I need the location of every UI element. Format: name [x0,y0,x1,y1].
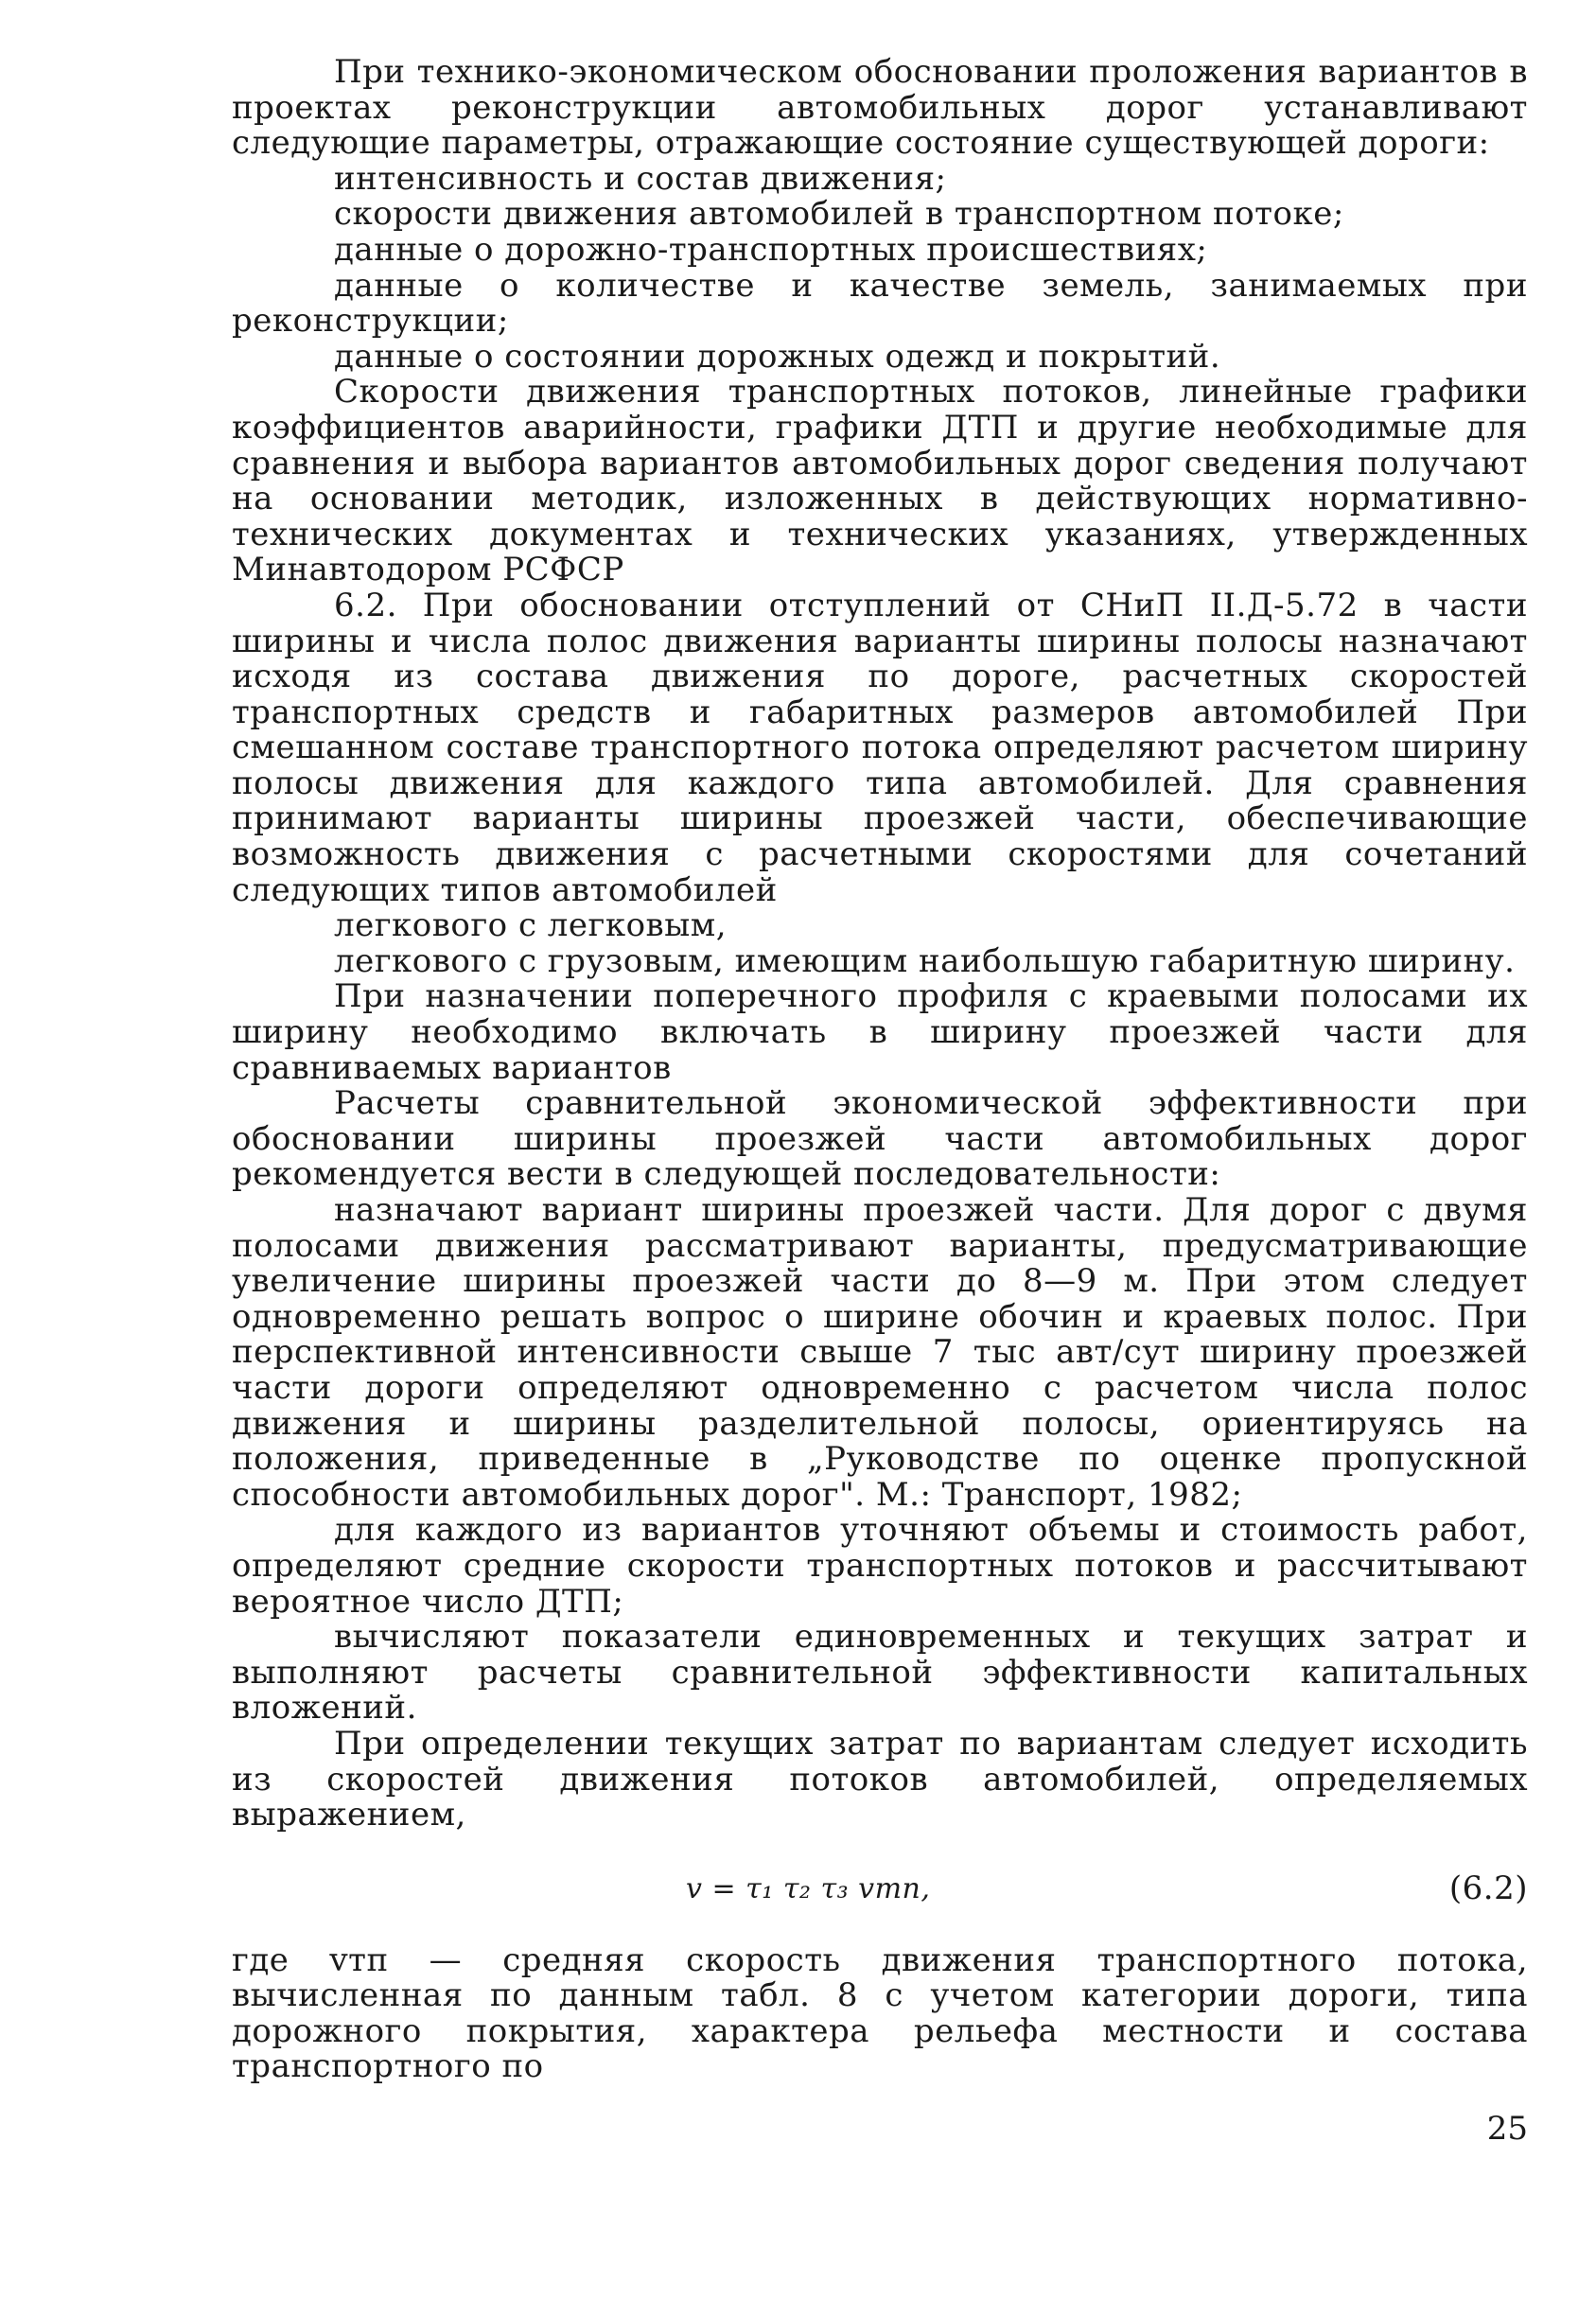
paragraph-calculations: Расчеты сравнительной экономической эффективности при обосновании ширины проезжей части автомобильных дорог рекомендуется вести в следующей последовательности: [232,1084,1528,1194]
paragraph-speeds-data: Скорости движения транспортных потоков, линейные графики коэффициентов аварийности, графики ДТП и другие необходимые для сравнения и выбора вариантов автомобильных дорог сведения получают на основании методик, изложенных в действующих нормативно-технических документах и технических указаниях, утвержденных Минавтодором РСФСР [232,373,1528,589]
paragraph-current-costs: При определении текущих затрат по вариантам следует исходить из скоростей движения потоков автомобилей, определяемых выражением, [232,1724,1528,1834]
formula-6-2 [232,1860,1528,1930]
list-item-car-truck: легкового с грузовым, имеющим наибольшую габаритную ширину. [334,941,1516,980]
list-item-accidents: данные о дорожно-транспортных происшествиях; [334,230,1208,269]
page-body [232,55,1528,2085]
list-item-pavements: данные о состоянии дорожных одежд и покрытий. [334,337,1221,376]
paragraph-assign-width: назначают вариант ширины проезжей части. Для дорог с двумя полосами движения рассматривают варианты, предусматривающие увеличение ширины проезжей части до 8—9 м. При этом следует одновременно решать вопрос о ширине обочин и краевых полос. При перспективной интенсивности свыше 7 тыс авт/сут ширину проезжей части дороги определяют одновременно с расчетом числа полос движения и ширины разделительной полосы, ориентируясь на положения, приведенные в „Руководстве по оценке пропускной способности автомобильных дорог". М.: Транспорт, 1982; [232,1191,1528,1514]
paragraph-compute-costs: вычисляют показатели единовременных и текущих затрат и выполняют расчеты сравнительной эффективности капитальных вложений. [232,1618,1528,1728]
formula-number: (6.2) [1448,1869,1528,1907]
list-item-speeds: скорости движения автомобилей в транспортном потоке; [334,195,1344,234]
paragraph-cross-profile: При назначении поперечного профиля с краевыми полосами их ширину необходимо включать в ширину проезжей части для сравниваемых вариантов [232,977,1528,1087]
paragraph-intro: При технико-экономическом обосновании проложения вариантов в проектах реконструкции автомобильных дорог устанавливают следующие параметры, отражающие состояние существующей дороги: [232,53,1528,163]
list-item-car-car: легкового с легковым, [334,906,728,945]
list-item-lands: данные о количестве и качестве земель, занимаемых при реконструкции; [232,266,1528,341]
paragraph-each-variant: для каждого из вариантов уточняют объемы и стоимость работ, определяют средние скорости транспортных потоков и рассчитывают вероятное число ДТП; [232,1511,1528,1621]
formula-expression: v = τ₁ τ₂ τ₃ vтп, [686,1871,931,1905]
list-item-intensity: интенсивность и состав движения; [334,159,947,198]
page-number: 25 [1486,2110,1528,2148]
paragraph-section-6-2: 6.2. При обосновании отступлений от СНиП II.Д-5.72 в части ширины и числа полос движения варианты ширины полосы назначают исходя из состава движения по дороге, расчетных скоростей транспортных средств и габаритных размеров автомобилей При смешанном составе транспортного потока определяют расчетом ширину полосы движения для каждого типа автомобилей. Для сравнения принимают варианты ширины проезжей части, обеспечивающие возможность движения с расчетными скоростями для сочетаний следующих типов автомобилей [232,586,1528,909]
paragraph-where: где vтп — средняя скорость движения транспортного потока, вычисленная по данным табл. 8 с учетом категории дороги, типа дорожного покрытия, характера рельефа местности и состава транспортного по [232,1940,1528,2086]
